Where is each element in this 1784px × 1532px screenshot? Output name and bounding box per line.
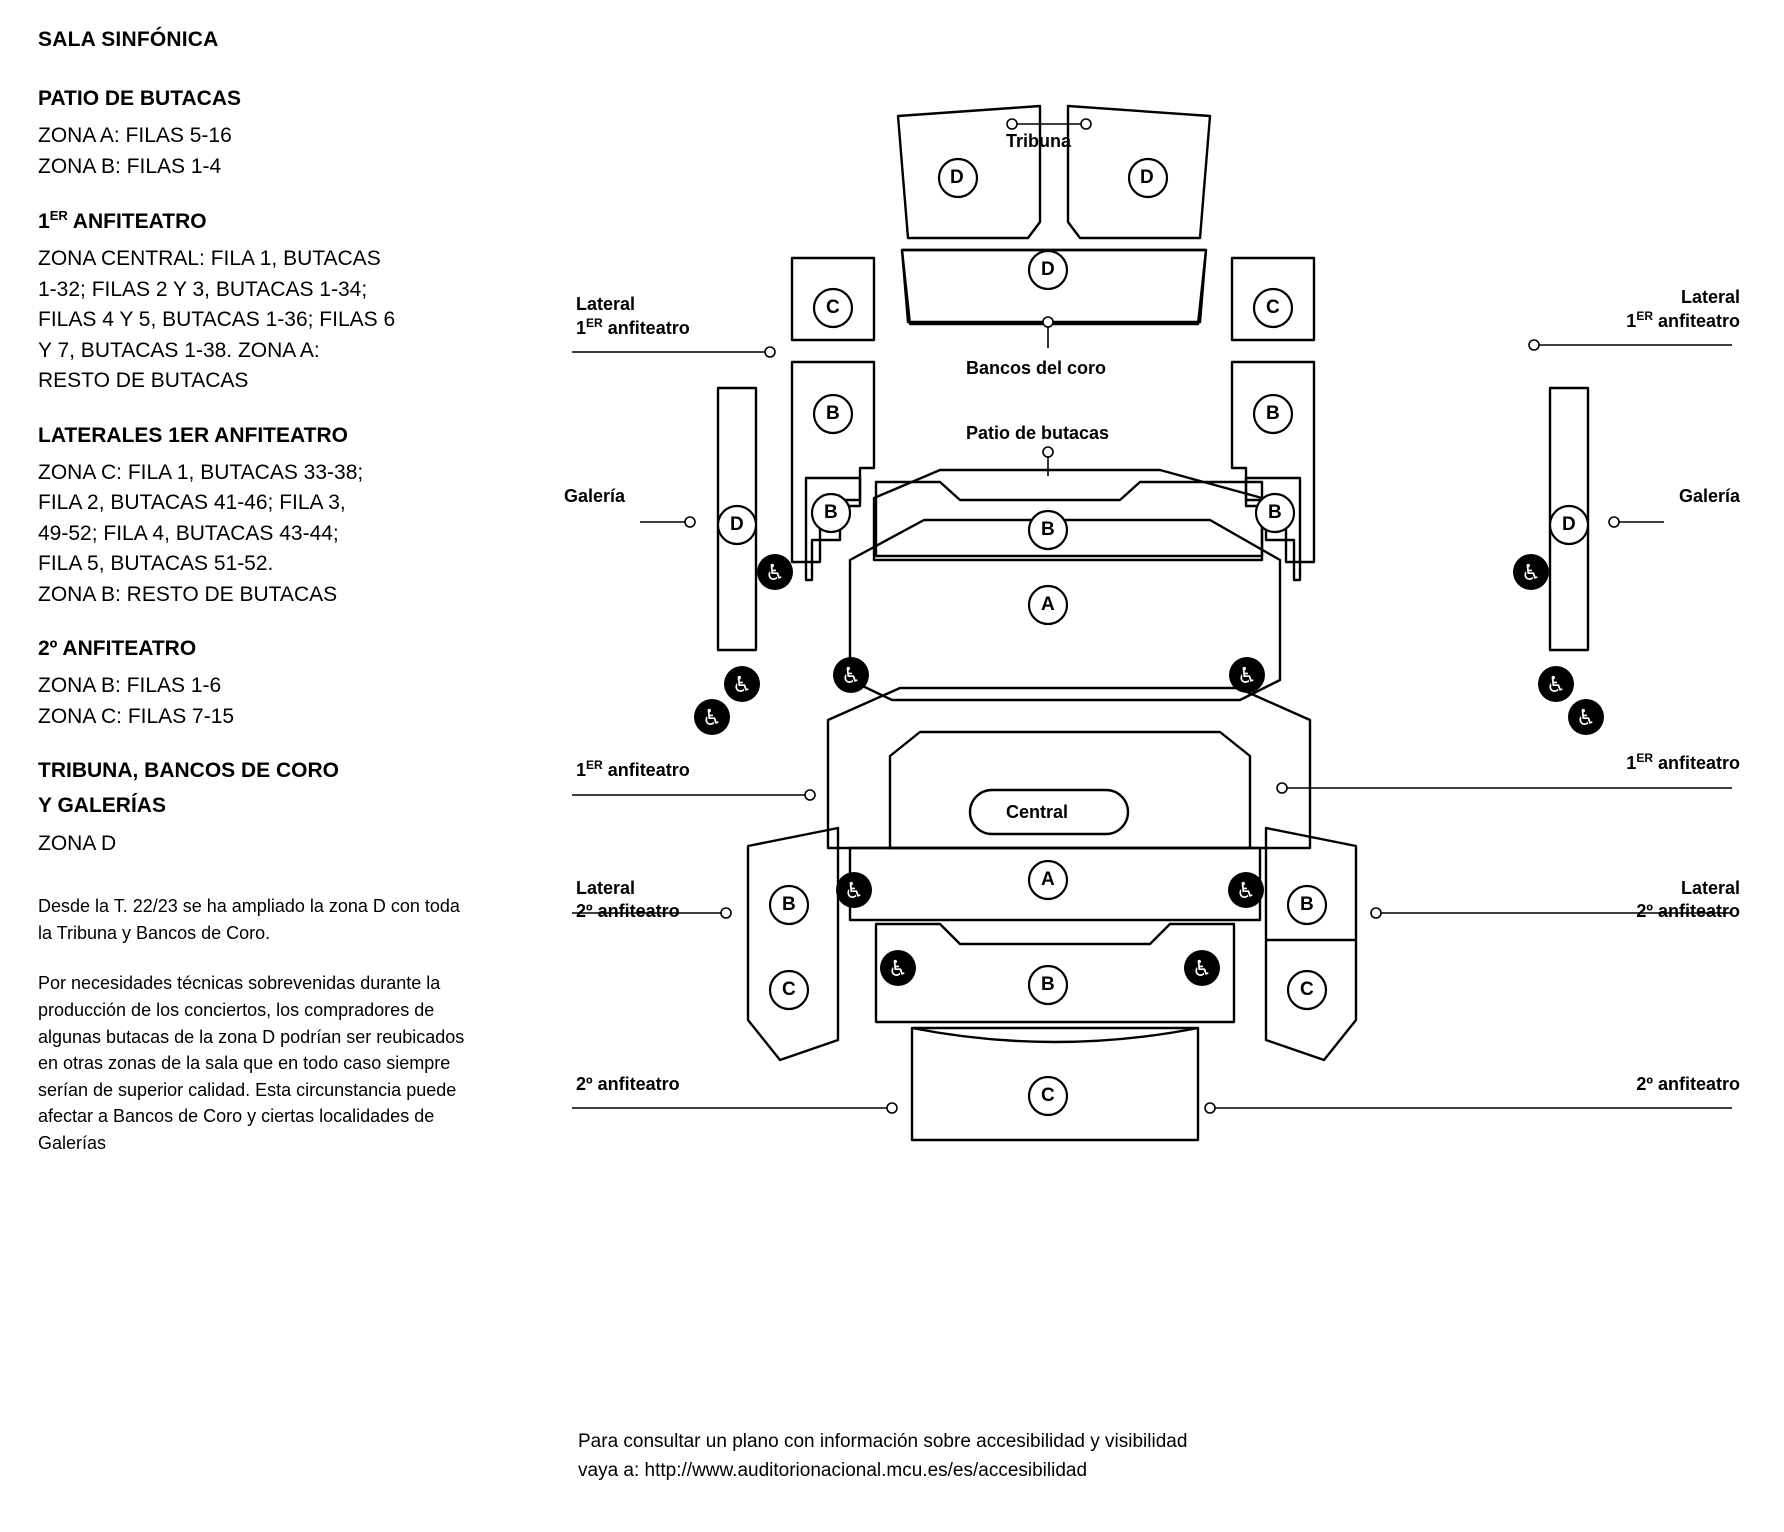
- patio-b-outer: [874, 470, 1262, 560]
- zone-label-lat1-b-left: B: [826, 403, 840, 424]
- zone-label-anf1-a: A: [1041, 869, 1055, 890]
- callout-patio-butacas: Patio de butacas: [966, 423, 1110, 443]
- legend-section-tribuna: [38, 758, 508, 859]
- zone-markers: [718, 159, 1588, 1115]
- legend-section-title: TRIBUNA, BANCOS DE CORO: [38, 759, 340, 783]
- wheelchair-icon: [1184, 950, 1220, 986]
- legend-section-title-2: Y GALERÍAS: [38, 794, 166, 818]
- callout-lateral-2-left: [576, 877, 680, 923]
- svg-text:♿: ♿: [1237, 664, 1257, 689]
- lateral-2-right-block: [1266, 828, 1356, 1060]
- legend-section-line: Y 7, BUTACAS 1-38. ZONA A:: [38, 338, 320, 362]
- zone-label-lat2-c-right: C: [1300, 979, 1314, 1000]
- anfiteatro2-c-curve: [912, 1028, 1198, 1042]
- legend-section-line: FILA 5, BUTACAS 51-52.: [38, 552, 274, 576]
- callout-bancos-coro: Bancos del coro: [966, 358, 1107, 378]
- legend-section-1er-anfiteatro: [38, 208, 508, 396]
- legend-section-line: ZONA C: FILAS 7-15: [38, 704, 235, 728]
- wheelchair-icon: [694, 699, 730, 735]
- wheelchair-icon: [1228, 872, 1264, 908]
- legend-section-line: ZONA B: RESTO DE BUTACAS: [38, 582, 338, 606]
- callout-line-2: 1ER anfiteatro: [1626, 309, 1740, 332]
- legend-section-patio: [38, 86, 508, 182]
- lateral-2-left-block: [748, 828, 838, 1060]
- wheelchair-icon: [1538, 666, 1574, 702]
- seating-map-svg: [520, 0, 1784, 1420]
- callout-tribuna: Tribuna: [1006, 131, 1072, 151]
- wheelchair-icon: [1513, 554, 1549, 590]
- footer-line-2: vaya a: http://www.auditorionacional.mcu.es/es/accesibilidad: [578, 1459, 1088, 1481]
- callout-2-anfiteatro-right: 2º anfiteatro: [1636, 1074, 1740, 1094]
- zone-label-lat1-b2-left: B: [824, 502, 838, 523]
- callout-line-2: 2º anfiteatro: [576, 901, 680, 922]
- legend-section-line: RESTO DE BUTACAS: [38, 369, 249, 393]
- legend-note-1: Desde la T. 22/23 se ha ampliado la zona D con toda la Tribuna y Bancos de Coro.: [38, 896, 460, 943]
- zone-label-lat1-b2-right: B: [1268, 502, 1282, 523]
- legend-section-line: ZONA A: FILAS 5-16: [38, 124, 232, 148]
- legend-section-2-anfiteatro: [38, 636, 508, 732]
- legend-note-2: Por necesidades técnicas sobrevenidas durante la producción de los conciertos, los compradores de algunas butacas de la zona D podrían ser reubicados en otras zonas de la sala que en todo caso siempre serían de superior calidad. Esta circunstancia puede afectar a Bancos de Coro y ciertas localidades de Galerías: [38, 973, 465, 1154]
- legend-section-title: 2º ANFITEATRO: [38, 637, 197, 660]
- zone-label-lat2-b-left: B: [782, 894, 796, 915]
- zone-label-galeria-right: D: [1562, 514, 1576, 535]
- svg-text:♿: ♿: [1521, 561, 1541, 586]
- svg-text:♿: ♿: [888, 957, 908, 982]
- wheelchair-icon: [880, 950, 916, 986]
- callout-line-2: 2º anfiteatro: [1636, 901, 1740, 922]
- legend-section-line: FILA 2, BUTACAS 41-46; FILA 3,: [38, 491, 346, 515]
- callout-line-1: Lateral: [1680, 878, 1740, 898]
- zone-label-anf2-b: B: [1041, 974, 1055, 995]
- callout-galeria-left: Galería: [564, 486, 626, 506]
- zone-label-patio-a: A: [1041, 594, 1055, 615]
- callout-lateral-2-right: [1636, 877, 1740, 923]
- zone-label-lat1-c-left: C: [826, 297, 840, 318]
- legend-section-line: ZONA D: [38, 831, 117, 855]
- zone-label-galeria-left: D: [730, 514, 744, 535]
- callout-galeria-right: Galería: [1678, 486, 1740, 506]
- legend-section-title: [38, 208, 508, 235]
- svg-text:♿: ♿: [1546, 673, 1566, 698]
- legend-title-post: ANFITEATRO: [67, 210, 207, 234]
- legend-section-title: LATERALES 1ER ANFITEATRO: [38, 423, 348, 447]
- svg-text:♿: ♿: [1192, 957, 1212, 982]
- zone-label-tribuna-right: D: [1140, 167, 1154, 188]
- svg-text:♿: ♿: [1576, 706, 1596, 731]
- zone-label-lat1-c-right: C: [1266, 297, 1280, 318]
- svg-text:♿: ♿: [702, 706, 722, 731]
- wheelchair-icon: [724, 666, 760, 702]
- page-title: SALA SINFÓNICA: [38, 28, 219, 51]
- wheelchair-icon: [833, 657, 869, 693]
- callout-2-anfiteatro-left: 2º anfiteatro: [576, 1074, 680, 1094]
- zone-label-lat2-b-right: B: [1300, 894, 1314, 915]
- legend-section-line: 49-52; FILA 4, BUTACAS 43-44;: [38, 521, 339, 545]
- legend-panel: [38, 28, 508, 1181]
- callout-line-1: Lateral: [576, 294, 636, 314]
- legend-section-line: ZONA B: FILAS 1-6: [38, 674, 222, 698]
- legend-title-pre: 1: [38, 210, 50, 234]
- footer-line-1: Para consultar un plano con información sobre accesibilidad y visibilidad: [578, 1431, 1188, 1452]
- legend-section-line: 1-32; FILAS 2 Y 3, BUTACAS 1-34;: [38, 277, 368, 301]
- legend-section-title: PATIO DE BUTACAS: [38, 87, 241, 110]
- legend-section-line: ZONA CENTRAL: FILA 1, BUTACAS: [38, 247, 381, 271]
- zone-label-lat1-b-right: B: [1266, 403, 1280, 424]
- svg-text:♿: ♿: [841, 664, 861, 689]
- callout-lateral-1er-left: [576, 293, 690, 340]
- legend-section-laterales-1er: [38, 423, 508, 610]
- wheelchair-icon: [1568, 699, 1604, 735]
- wheelchair-icon: [836, 872, 872, 908]
- svg-text:♿: ♿: [1236, 879, 1256, 904]
- legend-section-line: ZONA C: FILA 1, BUTACAS 33-38;: [38, 460, 364, 484]
- accessibility-footer: [578, 1428, 1378, 1485]
- zone-label-patio-b: B: [1041, 519, 1055, 540]
- wheelchair-icon: [757, 554, 793, 590]
- wheelchair-icon: [1229, 657, 1265, 693]
- callout-line-2: 1ER anfiteatro: [576, 316, 690, 339]
- callout-1er-anfiteatro-right: 1ER anfiteatro: [1626, 751, 1740, 773]
- callout-lateral-1er-right: [1626, 286, 1740, 333]
- svg-text:♿: ♿: [765, 561, 785, 586]
- callout-1er-anfiteatro-left: 1ER anfiteatro: [576, 758, 690, 780]
- seating-map: [520, 0, 1784, 1532]
- central-label: Central: [1006, 802, 1069, 822]
- zone-label-anf2-c: C: [1041, 1085, 1055, 1106]
- zone-label-tribuna-left: D: [950, 167, 964, 188]
- legend-title-sup: ER: [49, 208, 68, 224]
- callout-line-1: Lateral: [576, 878, 636, 898]
- svg-text:♿: ♿: [844, 879, 864, 904]
- svg-text:♿: ♿: [732, 673, 752, 698]
- zone-label-lat2-c-left: C: [782, 979, 796, 1000]
- callout-line-1: Lateral: [1680, 287, 1740, 307]
- legend-section-line: ZONA B: FILAS 1-4: [38, 154, 222, 178]
- callout-leaders: [572, 119, 1732, 1113]
- legend-section-line: FILAS 4 Y 5, BUTACAS 1-36; FILAS 6: [38, 308, 396, 332]
- zone-label-coro: D: [1041, 259, 1055, 280]
